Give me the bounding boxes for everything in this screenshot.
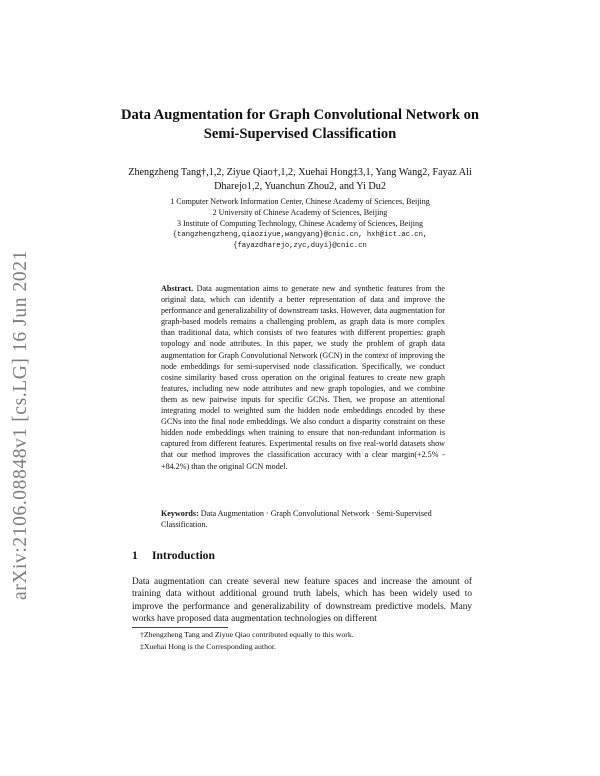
abstract-label: Abstract. [161,284,194,293]
introduction-paragraph: Data augmentation can create several new feature spaces and increase the amount of training data without additional ground truth labels, which has been widely used to improve the performance and generalizability of downstream predictive models. Many works have proposed data augmentation technologies on different [132,577,472,625]
keywords-label: Keywords: [161,509,199,518]
author-emails-line-1: {tangzhengzheng,qiaoziyue,wangyang}@cnic.cn, hxh@ict.ac.cn, [172,230,428,239]
abstract [161,283,445,472]
arxiv-identifier-stamp [6,208,32,600]
affiliations-block [130,196,470,252]
abstract-text: Data augmentation aims to generate new and synthetic features from the original data, which can identify a better representation of data and improve the performance and generalizability of downstream tasks. However, data augmentation for graph-based models remains a challenging problem, as graph data is more complex than traditional data, which consists of two features with different properties: graph topology and node attributes. In this paper, we study the problem of graph data augmentation for Graph Convolutional Network (GCN) in the context of improving the node embeddings for semi-supervised node classification. Specifically, we conduct cosine similarity based cross operation on the original features to create new graph features, including new node attributes and new graph topologies, and we combine them as new pairwise inputs for specific GCNs. Then, we propose an attentional integrating model to weighted sum the hidden node embeddings encoded by these GCNs into the final node embeddings. We also conduct a disparity constraint on these hidden node embeddings when training to ensure that non-redundant information is captured from different features. Experimental results on five real-world datasets show that our method improves the classification accuracy with a clear margin(+2.5% - +84.2%) than the original GCN model. [161,284,445,471]
footnote-divider [132,627,228,628]
section-title: Introduction [152,549,215,562]
footnotes [140,629,460,653]
section-number: 1 [132,549,138,562]
affiliation-2: 2 University of Chinese Academy of Sciences, Beijing [212,208,388,218]
keywords-text: Data Augmentation · Graph Convolutional Network · Semi-Supervised Classification. [161,509,432,530]
section-heading-introduction [132,549,215,562]
author-list: Zhengzheng Tang†,1,2, Ziyue Qiao†,1,2, Xuehai Hong‡3,1, Yang Wang2, Fayaz Ali Dharejo1,2, Yuanchun Zhou2, and Yi Du2 [128,167,472,192]
keywords [161,508,445,530]
paper-title: Data Augmentation for Graph Convolutional Network on Semi-Supervised Classification [120,107,480,142]
arxiv-stamp-text: arXiv:2106.08848v1 [cs.LG] 16 Jun 2021 [10,250,31,600]
footnote-corresponding-author: ‡Xuehai Hong is the Corresponding author. [140,642,276,651]
author-emails-line-2: {fayazdharejo,zyc,duyi}@cnic.cn [233,241,367,250]
footnote-equal-contribution: †Zhengzheng Tang and Ziyue Qiao contributed equally to this work. [140,630,354,639]
affiliation-3: 3 Institute of Computing Technology, Chinese Academy of Sciences, Beijing [176,219,424,229]
affiliation-1: 1 Computer Network Information Center, Chinese Academy of Sciences, Beijing [170,197,430,206]
